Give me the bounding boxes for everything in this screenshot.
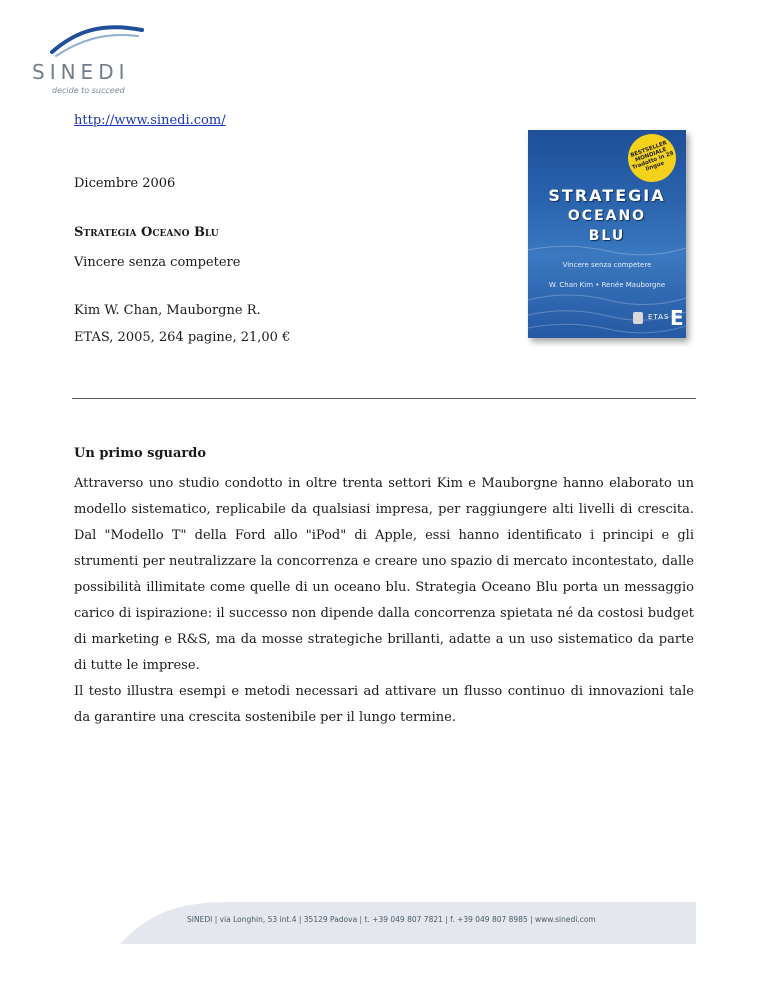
book-publication: ETAS, 2005, 264 pagine, 21,00 € xyxy=(74,330,291,345)
wave-icon xyxy=(50,22,150,58)
cover-publisher: ETAS xyxy=(648,313,670,321)
sinedi-logo xyxy=(28,22,148,102)
cover-subtitle: Vincere senza competere xyxy=(562,261,652,269)
book-authors: Kim W. Chan, Mauborgne R. xyxy=(74,303,261,318)
website-link[interactable]: http://www.sinedi.com/ xyxy=(74,113,226,128)
cover-title-line2: OCEANO xyxy=(567,208,647,224)
paragraph: Attraverso uno studio condotto in oltre trenta settori Kim e Mauborgne hanno elaborato un modello sistematico, replicabile da qualsiasi impresa, per raggiungere alti livelli di crescita. Dal "Modello T" della Ford allo "iPod" di Apple, essi hanno identificato i principi e gli strumenti per neutralizzare la concorrenza e creare uno spazio di mercato incontestato, dalle possibilità illimitate come quelle di un oceano blu. Strategia Oceano Blu porta un messaggio carico di ispirazione: il successo non dipende dalla concorrenza spietata né da costosi budget di marketing e R&S, ma da mosse strategiche brillanti, adatte a un uso sistematico da parte di tutte le imprese. xyxy=(74,476,694,673)
bestseller-badge: BESTSELLER MONDIALE Tradotto in 29 lingue xyxy=(621,130,683,189)
cover-title-line3: BLU xyxy=(588,228,626,244)
cover-authors: W. Chan Kim • Renée Mauborgne xyxy=(548,281,666,289)
book-subtitle: Vincere senza competere xyxy=(74,255,241,270)
paragraph: Il testo illustra esempi e metodi necessari ad attivare un flusso continuo di innovazioni tale da garantire una crescita sostenibile per il lungo termine. xyxy=(74,684,694,725)
logo-name: SINEDI xyxy=(32,60,130,84)
cover-title-line1: STRATEGIA xyxy=(548,186,666,205)
footer-contact: SINEDI | via Longhin, 53 int.4 | 35129 Padova | t. +39 049 807 7821 | f. +39 049 807 8985 | www.sinedi.com xyxy=(187,915,596,924)
document-date: Dicembre 2006 xyxy=(74,176,176,191)
book-cover-image xyxy=(528,130,686,338)
publisher-emblem-icon xyxy=(633,312,643,324)
divider xyxy=(72,398,696,399)
section-title: Un primo sguardo xyxy=(74,446,207,461)
cover-publisher-mark: E xyxy=(670,306,684,330)
logo-tagline: decide to succeed xyxy=(52,86,125,95)
section-body xyxy=(74,471,694,731)
book-title: Strategia Oceano Blu xyxy=(74,225,219,240)
